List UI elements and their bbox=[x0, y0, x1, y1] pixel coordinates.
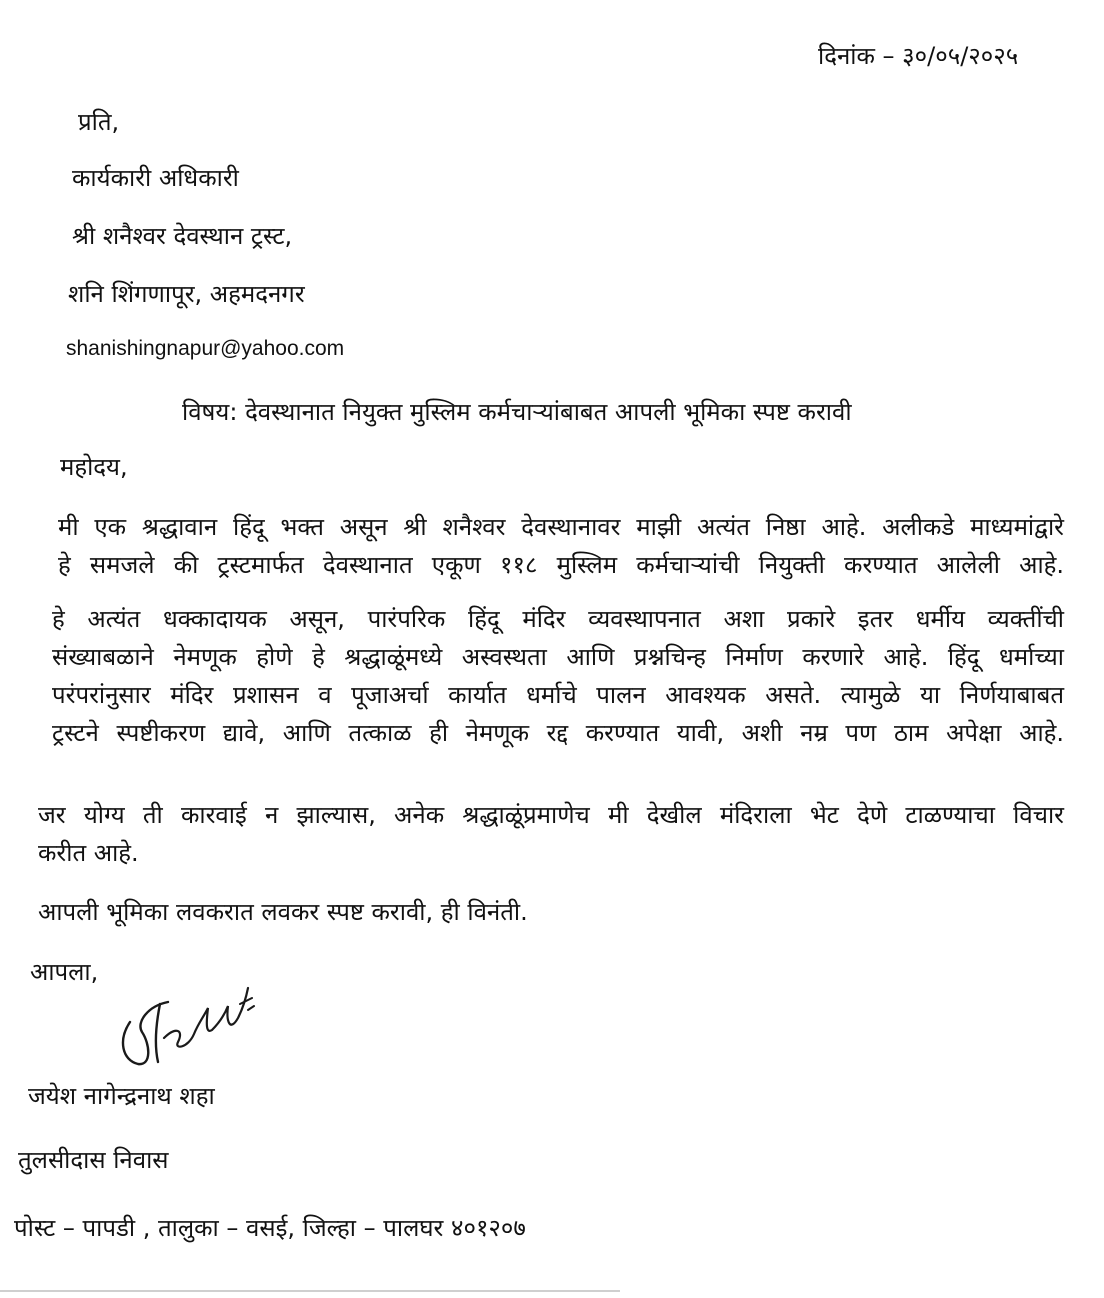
recipient-place: शनि शिंगणापूर, अहमदनगर bbox=[68, 280, 305, 308]
paragraph-line: परंपरांनुसार मंदिर प्रशासन व पूजाअर्चा कार्यात धर्माचे पालन आवश्यक असते. त्यामुळे या निर्णयाबाबत bbox=[52, 681, 1064, 709]
recipient-email: shanishingnapur@yahoo.com bbox=[66, 337, 345, 360]
closing: आपला, bbox=[30, 958, 99, 986]
prati-label: प्रति, bbox=[78, 108, 120, 136]
subject-line: विषय: देवस्थानात नियुक्त मुस्लिम कर्मचाऱ्यांबाबत आपली भूमिका स्पष्ट करावी bbox=[182, 398, 852, 426]
paragraph-line: करीत आहे. bbox=[38, 839, 139, 867]
signature bbox=[108, 968, 258, 1078]
request-line: आपली भूमिका लवकरात लवकर स्पष्ट करावी, ही विनंती. bbox=[38, 898, 528, 926]
paragraph-line: संख्याबळाने नेमणूक होणे हे श्रद्धाळूंमध्ये अस्वस्थता आणि प्रश्नचिन्ह निर्माण करणारे आहे. हिंदू धर्माच्या bbox=[52, 643, 1064, 671]
paragraph-line: जर योग्य ती कारवाई न झाल्यास, अनेक श्रद्धाळूंप्रमाणेच मी देखील मंदिराला भेट देणे टाळण्याचा विचार bbox=[38, 801, 1064, 829]
page-edge-line bbox=[0, 1290, 620, 1292]
paragraph-3 bbox=[38, 796, 1064, 872]
paragraph-2 bbox=[52, 600, 1064, 752]
paragraph-line: ट्रस्टने स्पष्टीकरण द्यावे, आणि तत्काळ ही नेमणूक रद्द करण्यात यावी, अशी नम्र पण ठाम अपेक्षा आहे. bbox=[52, 719, 1064, 747]
paragraph-1 bbox=[58, 508, 1064, 584]
paragraph-line: हे समजले की ट्रस्टमार्फत देवस्थानात एकूण ११८ मुस्लिम कर्मचाऱ्यांची नियुक्ती करण्यात आलेली आहे. bbox=[58, 551, 1064, 579]
paragraph-line: हे अत्यंत धक्कादायक असून, पारंपरिक हिंदू मंदिर व्यवस्थापनात अशा प्रकारे इतर धर्मीय व्यक्तींची bbox=[52, 605, 1064, 633]
sender-address: पोस्ट – पापडी , तालुका – वसई, जिल्हा – पालघर ४०१२०७ bbox=[14, 1214, 526, 1242]
sender-house: तुलसीदास निवास bbox=[18, 1146, 169, 1174]
salutation: महोदय, bbox=[60, 453, 128, 481]
paragraph-line: मी एक श्रद्धावान हिंदू भक्त असून श्री शनैश्वर देवस्थानावर माझी अत्यंत निष्ठा आहे. अलीकडे माध्यमांद्वारे bbox=[58, 513, 1064, 541]
recipient-organization: श्री शनैश्वर देवस्थान ट्रस्ट, bbox=[72, 222, 293, 250]
date-line: दिनांक – ३०/०५/२०२५ bbox=[818, 42, 1019, 70]
recipient-designation: कार्यकारी अधिकारी bbox=[72, 164, 239, 192]
sender-name: जयेश नागेन्द्रनाथ शहा bbox=[28, 1082, 215, 1110]
